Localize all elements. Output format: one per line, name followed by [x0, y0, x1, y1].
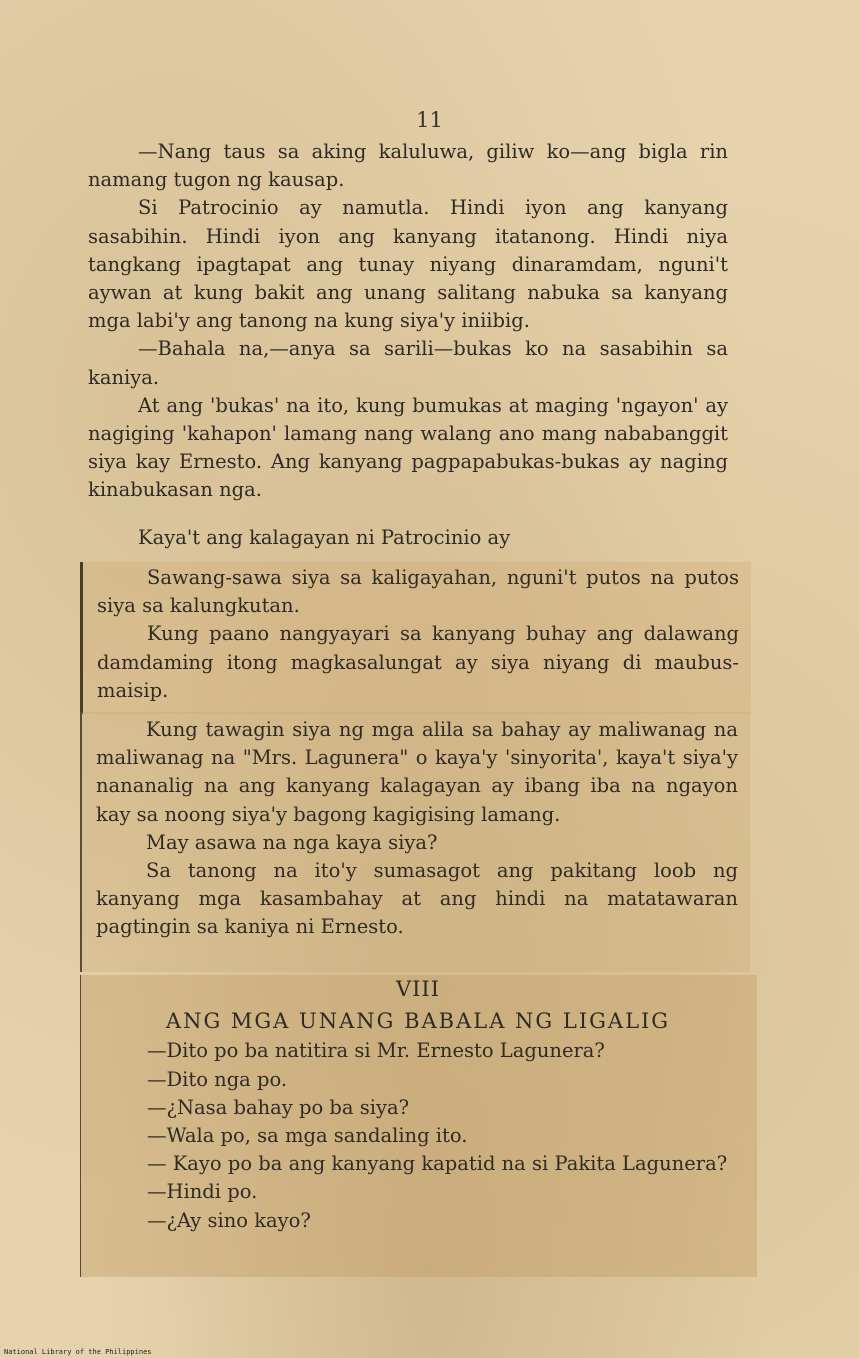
paragraph: —Nang taus sa aking kaluluwa, giliw ko—ang bigla rin namang tugon ng kausap. [88, 140, 728, 192]
dialogue-line: —Wala po, sa mga sandaling ito. [147, 1124, 468, 1148]
dialogue-line: —¿Ay sino kayo? [147, 1208, 311, 1232]
dialogue-line: —Hindi po. [147, 1180, 258, 1204]
top-text-block [88, 138, 728, 505]
dialogue-line: —Dito po ba natitira si Mr. Ernesto Lagunera? [147, 1039, 605, 1063]
pasted-clipping-1 [80, 562, 751, 714]
chapter-title: ANG MGA UNANG BABALA NG LIGALIG [165, 1009, 671, 1034]
paragraph: At ang 'bukas' na ito, kung bumukas at maging 'ngayon' ay nagiging 'kahapon' lamang nang walang ano mang nababanggit siya kay Ernesto. Ang kanyang pagpapabukas-bukas ay naging kinabukasan nga. [88, 393, 728, 502]
paragraph: Sawang-sawa siya sa kaligayahan, nguni't putos na putos siya sa kalungkutan. [97, 566, 739, 618]
lead-line: Kaya't ang kalagayan ni Patrocinio ay [138, 526, 511, 549]
paragraph: May asawa na nga kaya siya? [146, 830, 438, 854]
pasted-clipping-2 [80, 712, 750, 972]
paragraph: Sa tanong na ito'y sumasagot ang pakitang loob ng kanyang mga kasambahay at ang hindi na matatawaran pagtingin sa kaniya ni Ernesto. [96, 859, 738, 939]
pasted-clipping-3 [80, 975, 757, 1277]
dialogue-line: —¿Nasa bahay po ba siya? [147, 1095, 410, 1119]
lead-line-block [88, 524, 728, 552]
chapter-number: VIII [395, 977, 441, 1001]
dialogue-line: — Kayo po ba ang kanyang kapatid na si Pakita Lagunera? [147, 1152, 728, 1176]
paragraph: —Bahala na,—anya sa sarili—bukas ko na sasabihin sa kaniya. [88, 337, 728, 389]
paragraph: Kung tawagin siya ng mga alila sa bahay ay maliwanag na maliwanag na "Mrs. Lagunera" o kaya'y 'sinyorita', kaya't siya'y nananalig na ang kanyang kalagayan ay ibang iba na ngayon kay sa noong siya'y bagong kagigising lamang. [96, 718, 738, 826]
paragraph: Si Patrocinio ay namutla. Hindi iyon ang kanyang sasabihin. Hindi iyon ang kanyang itatanong. Hindi niya tangkang ipagtapat ang tunay niyang dinaramdam, nguni't aywan at kung bakit ang unang salitang nabuka sa kanyang mga labi'y ang tanong na kung siya'y iniibig. [88, 196, 728, 333]
library-watermark: National Library of the Philippines [4, 1348, 152, 1356]
page-number: 11 [416, 108, 443, 132]
paragraph: Kung paano nangyayari sa kanyang buhay ang dalawang damdaming itong magkasalungat ay siya niyang di maubus-maisip. [97, 622, 739, 702]
dialogue-line: —Dito nga po. [147, 1067, 288, 1091]
